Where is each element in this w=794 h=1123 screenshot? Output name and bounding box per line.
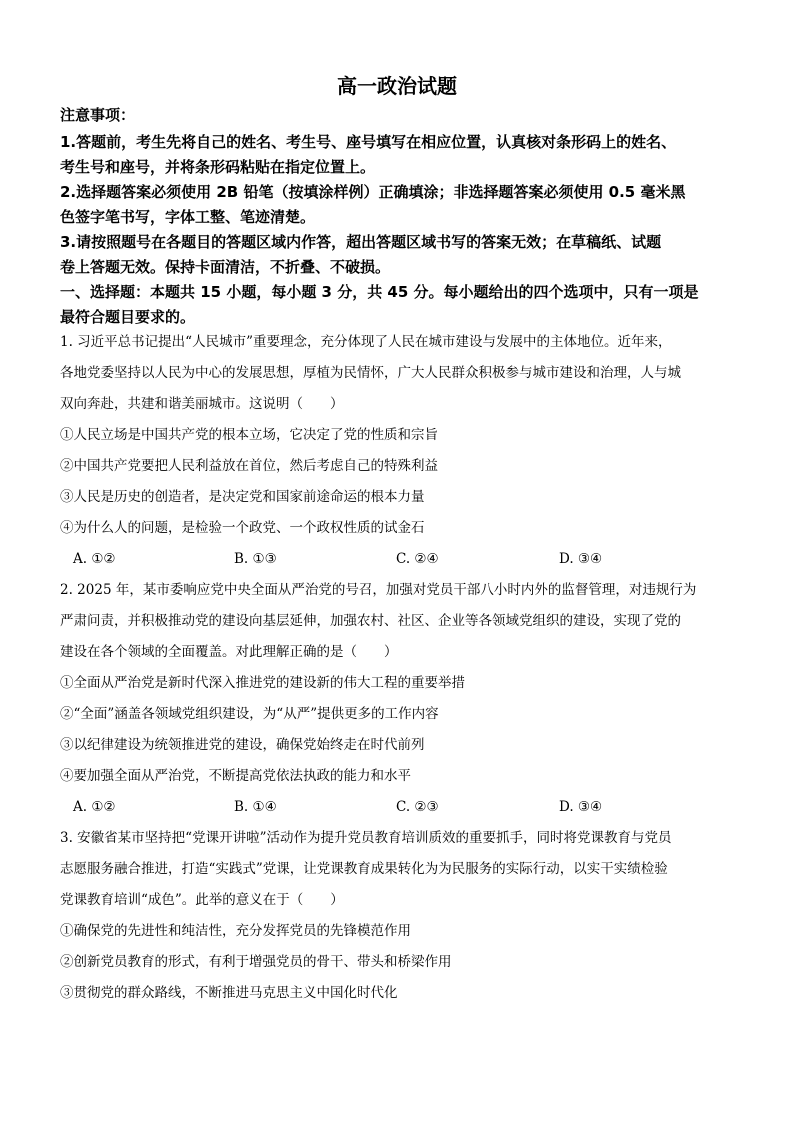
notice-line: 考生号和座号，并将条形码粘贴在指定位置上。 <box>60 158 376 176</box>
question-1-option-b[interactable]: B. ①③ <box>234 551 277 567</box>
page-title: 高一政治试题 <box>337 74 457 98</box>
question-3-item: ③贯彻党的群众路线，不断推进马克思主义中国化时代化 <box>60 985 398 1001</box>
question-1-item: ③人民是历史的创造者，是决定党和国家前途命运的根本力量 <box>60 489 425 505</box>
question-2-stem: 2. 2025 年，某市委响应党中央全面从严治党的号召，加强对党员干部八小时内外的监督管理，对违规行为 <box>60 582 697 598</box>
question-1-item: ④为什么人的问题，是检验一个政党、一个政权性质的试金石 <box>60 520 425 536</box>
question-2-option-d[interactable]: D. ③④ <box>559 799 603 815</box>
question-2-option-a[interactable]: A. ①② <box>73 799 116 815</box>
section-heading: 一、选择题：本题共 15 小题，每小题 3 分，共 45 分。每小题给出的四个选项中，只有一项是 <box>60 283 699 301</box>
question-1-stem: 各地党委坚持以人民为中心的发展思想，厚植为民情怀，广大人民群众积极参与城市建设和治理，人与城 <box>60 365 681 381</box>
question-2-stem: 严肃问责，并积极推动党的建设向基层延伸，加强农村、社区、企业等各领域党组织的建设，实现了党的 <box>60 613 681 629</box>
question-1-item: ②中国共产党要把人民利益放在首位，然后考虑自己的特殊利益 <box>60 458 438 474</box>
question-1-stem: 1. 习近平总书记提出“人民城市”重要理念，充分体现了人民在城市建设与发展中的主体地位。近年来， <box>60 334 672 350</box>
section-heading: 最符合题目要求的。 <box>60 308 196 326</box>
notice-line: 3.请按照题号在各题目的答题区域内作答，超出答题区域书写的答案无效；在草稿纸、试题 <box>60 233 662 251</box>
question-1-option-c[interactable]: C. ②④ <box>396 551 439 567</box>
question-1-option-a[interactable]: A. ①② <box>73 551 116 567</box>
notice-heading: 注意事项： <box>60 106 136 124</box>
question-3-item: ②创新党员教育的形式，有利于增强党员的骨干、带头和桥梁作用 <box>60 954 452 970</box>
question-3-stem: 3. 安徽省某市坚持把“党课开讲啦”活动作为提升党员教育培训质效的重要抓手，同时将党课教育与党员 <box>60 830 672 846</box>
question-2-item: ①全面从严治党是新时代深入推进党的建设新的伟大工程的重要举措 <box>60 675 465 691</box>
notice-line: 卷上答题无效。保持卡面清洁，不折叠、不破损。 <box>60 258 391 276</box>
question-3-stem: 志愿服务融合推进，打造“实践式”党课，让党课教育成果转化为为民服务的实际行动，以实干实绩检验 <box>60 861 668 877</box>
notice-line: 色签字笔书写，字体工整、笔迹清楚。 <box>60 208 316 226</box>
notice-line: 2.选择题答案必须使用 2B 铅笔（按填涂样例）正确填涂；非选择题答案必须使用 0.5 毫米黑 <box>60 183 686 201</box>
question-2-item: ④要加强全面从严治党，不断提高党依法执政的能力和水平 <box>60 768 411 784</box>
question-2-item: ②“全面”涵盖各领域党组织建设，为“从严”提供更多的工作内容 <box>60 706 439 722</box>
question-2-item: ③以纪律建设为统领推进党的建设，确保党始终走在时代前列 <box>60 737 425 753</box>
question-3-stem: 党课教育培训“成色”。此举的意义在于（ ） <box>60 892 344 908</box>
notice-line: 1.答题前，考生先将自己的姓名、考生号、座号填写在相应位置，认真核对条形码上的姓名、 <box>60 133 677 151</box>
question-2-option-b[interactable]: B. ①④ <box>234 799 277 815</box>
question-1-item: ①人民立场是中国共产党的根本立场，它决定了党的性质和宗旨 <box>60 427 438 443</box>
question-2-stem: 建设在各个领域的全面覆盖。对此理解正确的是（ ） <box>60 644 398 660</box>
question-2-option-c[interactable]: C. ②③ <box>396 799 439 815</box>
question-1-stem: 双向奔赴，共建和谐美丽城市。这说明（ ） <box>60 396 344 412</box>
question-3-item: ①确保党的先进性和纯洁性，充分发挥党员的先锋模范作用 <box>60 923 411 939</box>
question-1-option-d[interactable]: D. ③④ <box>559 551 603 567</box>
